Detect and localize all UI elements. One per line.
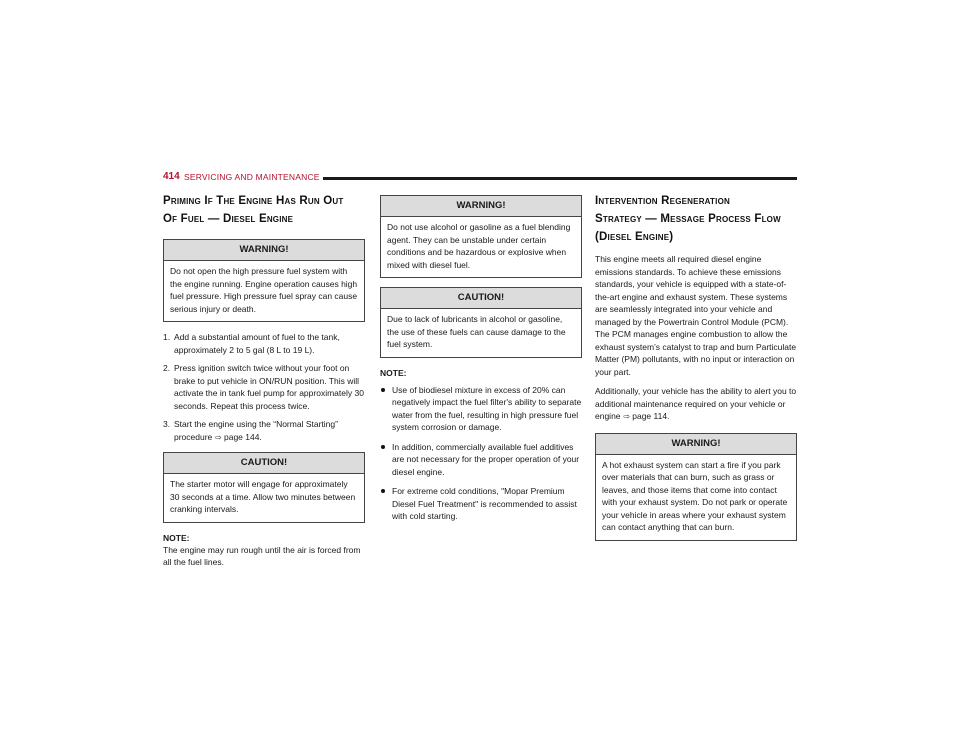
warning-label: WARNING! <box>164 240 364 261</box>
warning-box-alcohol <box>380 195 582 278</box>
paragraph-maintenance: Additionally, your vehicle has the ability to alert you to additional maintenance required on your vehicle or engine ⇨ page 114. <box>595 385 797 424</box>
column-left <box>163 192 365 569</box>
list-item: In addition, commercially available fuel additives are not necessary for the proper operation of your diesel engine. <box>380 441 582 479</box>
priming-steps <box>163 331 365 444</box>
column-right <box>595 192 797 541</box>
page-ref-link[interactable]: page 114. <box>632 411 670 421</box>
warning-text: A hot exhaust system can start a fire if you park over materials that can burn, such as grass or leaves, and those items that come into contact with your exhaust system. Do not park or operate your vehicle in areas where your exhaust system can contact anything that can burn. <box>602 459 788 532</box>
page-number: 414 <box>163 171 180 182</box>
note-bullets <box>380 384 582 523</box>
caution-text: Due to lack of lubricants in alcohol or gasoline, the use of these fuels can cause damage to the fuel system. <box>387 314 566 349</box>
column-middle <box>380 192 582 530</box>
section-title: SERVICING AND MAINTENANCE <box>184 172 320 182</box>
step-item: 1. Add a substantial amount of fuel to the tank, approximately 2 to 5 gal (8 L to 19 L). <box>163 332 340 355</box>
page-ref-arrow-icon: ⇨ <box>623 412 631 421</box>
caution-box-starter <box>163 452 365 523</box>
warning-text: Do not use alcohol or gasoline as a fuel blending agent. They can be unstable under certain conditions and be hazardous or explosive when mixed with diesel fuel. <box>387 222 571 270</box>
page-ref-link[interactable]: page 144. <box>223 431 262 442</box>
section-heading-priming: Priming If The Engine Has Run Out Of Fuel — Diesel Engine <box>163 195 344 225</box>
list-item: Use of biodiesel mixture in excess of 20% can negatively impact the fuel filter's ability to separate water from the fuel, resulting in high pressure fuel system corrosion or damage. <box>380 384 582 434</box>
caution-text: The starter motor will engage for approximately 30 seconds at a time. Allow two minutes between cranking intervals. <box>170 479 356 514</box>
warning-label: WARNING! <box>381 196 581 217</box>
warning-text: Do not open the high pressure fuel system with the engine running. Engine operation causes high fuel pressure. High pressure fuel spray can cause serious injury or death. <box>170 266 358 314</box>
note-block <box>163 532 365 569</box>
page-ref-arrow-icon: ⇨ <box>215 432 222 442</box>
caution-label: CAUTION! <box>164 453 364 474</box>
caution-box-lubricants <box>380 287 582 358</box>
warning-box-hot-exhaust <box>595 433 797 541</box>
note-label: NOTE: <box>163 532 190 543</box>
note-label: NOTE: <box>380 367 407 378</box>
paragraph-emissions: This engine meets all required diesel engine emissions standards. To achieve these emissions standards, your vehicle is equipped with a state-of-the-art engine and exhaust system. These systems are seamlessly integrated into your vehicle and managed by the Powertrain Control Module (PCM). The PCM manages engine combustion to allow the exhaust system’s catalyst to trap and burn Particulate Matter (PM) pollutants, with no input or interaction on your part. <box>595 254 797 377</box>
step-item: 2. Press ignition switch twice without your foot on brake to put vehicle in ON/RUN position. This will activate the in tank fuel pump for approximately 30 seconds. Repeat this process twice. <box>163 363 364 411</box>
warning-box-high-pressure <box>163 239 365 322</box>
page-header <box>163 170 797 186</box>
header-rule <box>323 177 797 180</box>
warning-label: WARNING! <box>596 434 796 455</box>
bullet-icon <box>381 489 385 493</box>
note-text: The engine may run rough until the air is forced from all the fuel lines. <box>163 544 361 567</box>
section-heading-regeneration: Intervention Regeneration Strategy — Message Process Flow (Diesel Engine) <box>595 195 781 243</box>
caution-label: CAUTION! <box>381 288 581 309</box>
bullet-icon <box>381 388 385 392</box>
list-item: For extreme cold conditions, "Mopar Premium Diesel Fuel Treatment" is recommended to assist with cold starting. <box>380 485 582 523</box>
step-item: 3. Start the engine using the “Normal Starting” procedure ⇨ page 144. <box>163 418 365 444</box>
note-block <box>380 367 582 523</box>
bullet-icon <box>381 445 385 449</box>
